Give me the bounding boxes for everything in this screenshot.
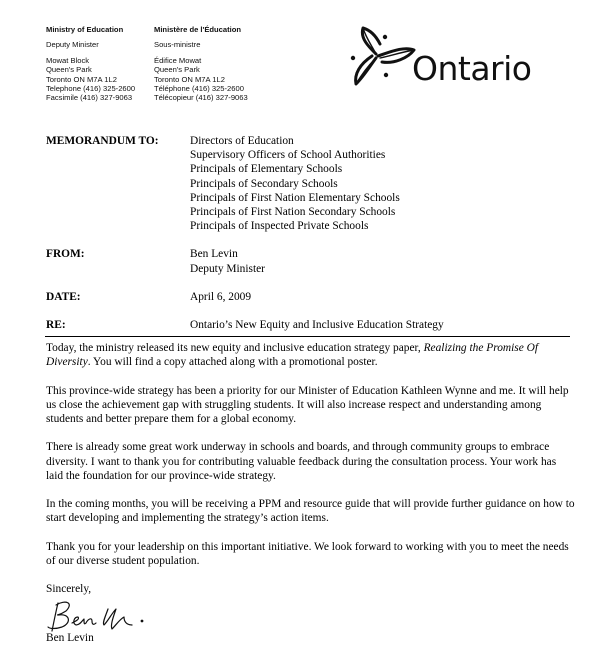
paragraph-4: In the coming months, you will be receiving a PPM and resource guide that will provide further guidance on how to start developing and implementing the strategy’s action items. <box>46 498 575 525</box>
address-line-fr: Queen's Park <box>154 65 200 75</box>
memo-body <box>46 341 576 645</box>
office-title-fr: Sous-ministre <box>154 40 201 50</box>
memo-re-label: RE: <box>46 319 66 332</box>
recipient-list <box>190 134 586 233</box>
office-title-en: Deputy Minister <box>46 40 99 50</box>
memo-from-label: FROM: <box>46 248 85 261</box>
document-title-link: Realizing the Promise Of Diversity <box>46 342 539 369</box>
memo-from-values <box>190 247 586 275</box>
ontario-logo <box>346 20 556 100</box>
header-divider <box>45 336 570 337</box>
address-line-en: Toronto ON M7A 1L2 <box>46 74 117 84</box>
memo-re-values <box>190 318 586 332</box>
closing-salutation: Sincerely, <box>46 583 92 596</box>
memo-from-row <box>46 247 586 275</box>
memo-to-row <box>46 134 586 233</box>
paragraph-3: There is already some great work underway in schools and boards, and through community groups to embrace diversity. I want to thank you for contributing valuable feedback during the consultation process. Your work has laid the foundation for our province-wide strategy. <box>46 441 557 482</box>
paragraph-2: This province-wide strategy has been a priority for our Minister of Education Kathleen Wynne and me. It will help us close the achievement gap with struggling students. It will also increase respect and understanding among students and better prepare them for a global economy. <box>46 384 569 425</box>
letterhead-english <box>46 25 156 103</box>
memo-date-label: DATE: <box>46 290 81 303</box>
recipient: Supervisory Officers of School Authorities <box>190 149 386 162</box>
memo-to-label: MEMORANDUM TO: <box>46 135 159 147</box>
address-line-en: Mowat Block <box>46 55 90 65</box>
recipient: Directors of Education <box>190 135 294 147</box>
recipient: Principals of Elementary Schools <box>190 163 343 176</box>
telephone-en: Telephone (416) 325-2600 <box>46 84 136 94</box>
handwritten-signature-icon <box>46 599 166 635</box>
signature <box>46 599 166 635</box>
ministry-name-en: Ministry of Education <box>46 25 124 34</box>
recipient: Principals of Inspected Private Schools <box>190 220 369 233</box>
address-line-fr: Toronto ON M7A 1L2 <box>154 74 225 84</box>
recipient: Principals of First Nation Secondary Schools <box>190 206 396 219</box>
memo-subject: Ontario’s New Equity and Inclusive Education Strategy <box>190 319 444 332</box>
letterhead-french <box>154 25 264 103</box>
from-title: Deputy Minister <box>190 262 265 275</box>
from-name: Ben Levin <box>190 248 238 261</box>
paragraph-1 <box>46 341 576 369</box>
recipient: Principals of First Nation Elementary Schools <box>190 191 400 204</box>
telephone-fr: Téléphone (416) 325-2600 <box>154 84 244 94</box>
signer-name: Ben Levin <box>46 631 94 644</box>
paragraph-1-text: Today, the ministry released its new equity and inclusive education strategy paper, <box>46 342 424 354</box>
memo-date-row <box>46 290 586 304</box>
fax-fr: Télécopieur (416) 327-9063 <box>154 93 248 103</box>
address-line-en: Queen's Park <box>46 65 92 75</box>
ontario-wordmark: Ontario <box>412 49 532 88</box>
address-line-fr: Édifice Mowat <box>154 55 202 65</box>
paragraph-1-text-end: . You will find a copy attached along with a promotional poster. <box>87 356 378 369</box>
ministry-name-fr: Ministère de l'Éducation <box>154 25 242 34</box>
paragraph-5: Thank you for your leadership on this important initiative. We look forward to working with you to meet the needs of our diverse student population. <box>46 540 569 567</box>
memo-re-row <box>46 318 586 332</box>
memo-header <box>46 134 586 332</box>
memo-date: April 6, 2009 <box>190 290 252 303</box>
fax-en: Facsimile (416) 327-9063 <box>46 93 133 103</box>
memo-date-values <box>190 290 586 304</box>
recipient: Principals of Secondary Schools <box>190 177 338 190</box>
